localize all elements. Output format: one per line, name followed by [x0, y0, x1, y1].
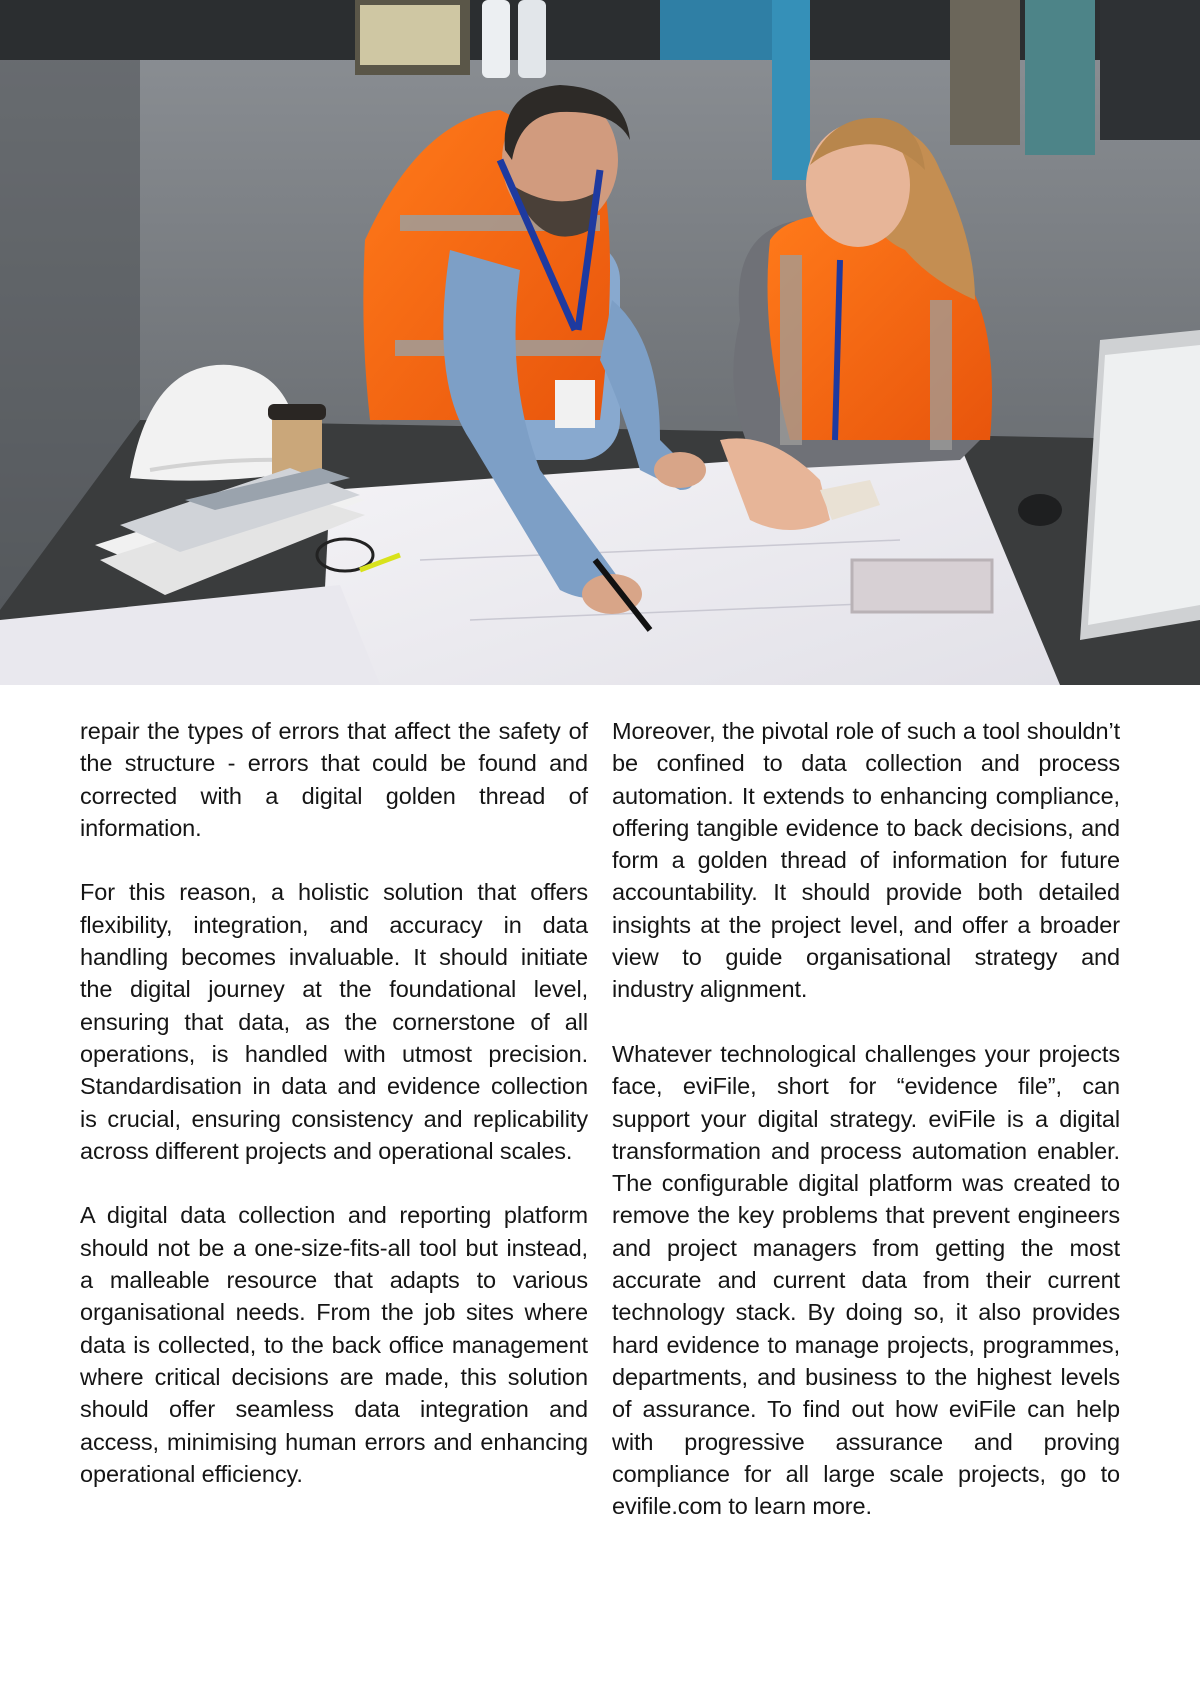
- article-right-column: [612, 715, 1120, 1522]
- left-paragraph-2: For this reason, a holistic solution that offers flexibility, integration, and accuracy in data handling becomes invaluable. It should initiate the digital journey at the foundational level, ensuring that data, as the cornerstone of all operations, is handled with utmost precision. Standardisation in data and evidence collection is crucial, ensuring consistency and replicability across different projects and operational scales.: [80, 879, 588, 1164]
- construction-team-illustration: [0, 0, 1200, 685]
- left-paragraph-1: repair the types of errors that affect the safety of the structure - errors that could be found and corrected with a digital golden thread of information.: [80, 718, 588, 841]
- hero-photo: [0, 0, 1200, 685]
- right-paragraph-1: Moreover, the pivotal role of such a tool shouldn’t be confined to data collection and process automation. It extends to enhancing compliance, offering tangible evidence to back decisions, and form a golden thread of information for future accountability. It should provide both detailed insights at the project level, and offer a broader view to guide organisational strategy and industry alignment.: [612, 718, 1120, 1003]
- left-paragraph-3: A digital data collection and reporting platform should not be a one-size-fits-all tool but instead, a malleable resource that adapts to various organisational needs. From the job sites where data is collected, to the back office management where critical decisions are made, this solution should offer seamless data integration and access, minimising human errors and enhancing operational efficiency.: [80, 1202, 588, 1487]
- article-left-column: [80, 715, 588, 1490]
- right-paragraph-2: Whatever technological challenges your projects face, eviFile, short for “evidence file”, can support your digital strategy. eviFile is a digital transformation and process automation enabler. The configurable digital platform was created to remove the key problems that prevent engineers and project managers from getting the most accurate and current data from their current technology stack. By doing so, it also provides hard evidence to manage projects, programmes, departments, and business to the highest levels of assurance. To find out how eviFile can help with progressive assurance and proving compliance for all large scale projects, go to evifile.com to learn more.: [612, 1040, 1120, 1520]
